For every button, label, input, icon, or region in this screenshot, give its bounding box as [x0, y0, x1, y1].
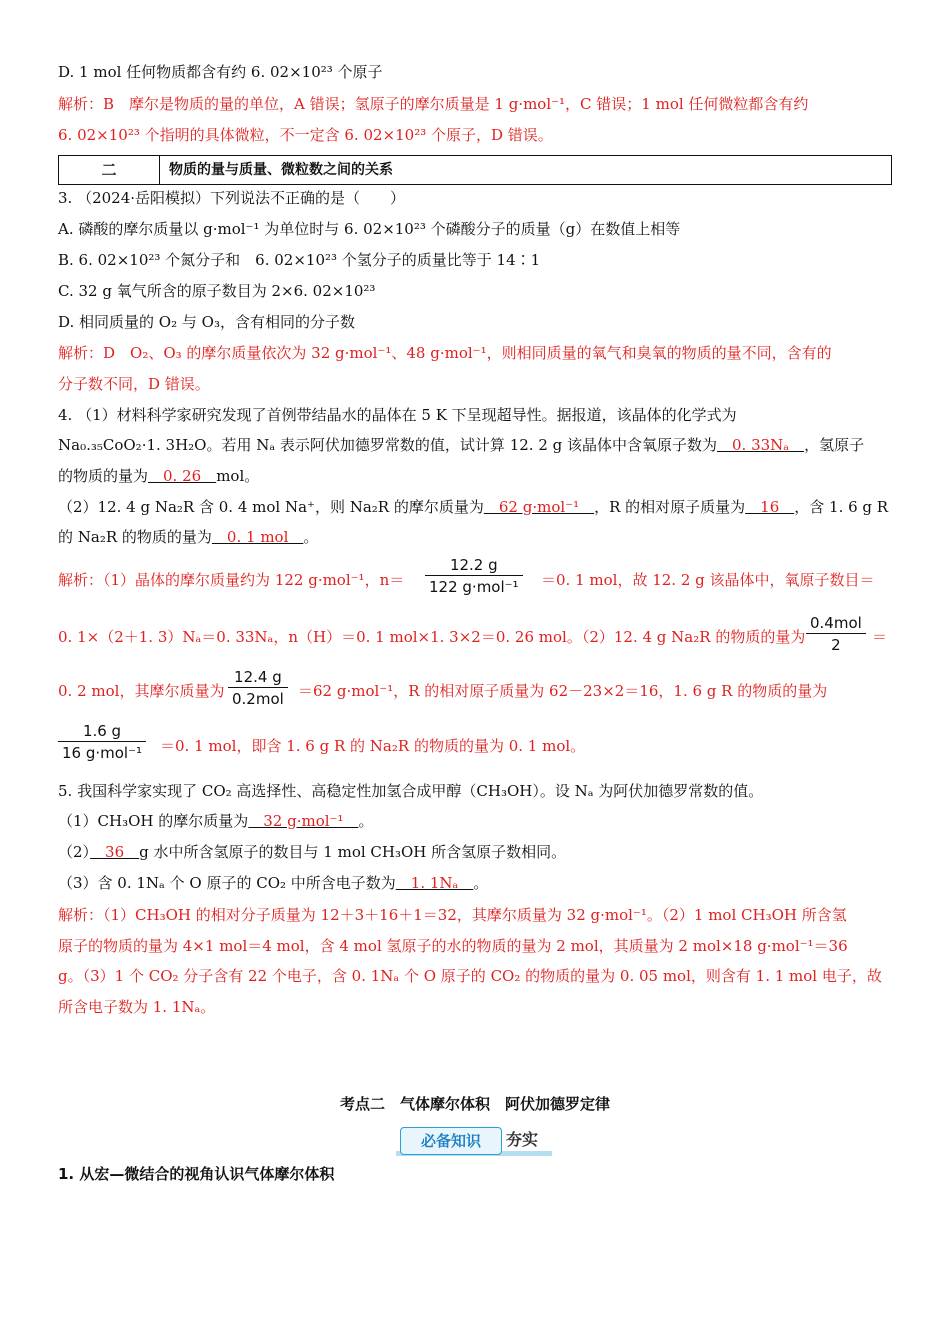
essential-knowledge-badge [400, 1127, 548, 1155]
q4-answer-oxygen-atoms: 0. 33Nₐ [717, 436, 805, 454]
q5-sub-1-tail: 。 [358, 812, 374, 830]
q5-answer-2: 36 [90, 843, 140, 861]
q5-sub-1-text: （1）CH₃OH 的摩尔质量为 [58, 812, 249, 830]
q5-analysis-line-2: 原子的物质的量为 4×1 mol＝4 mol，含 4 mol 氢原子的水的物质的量为 2 mol，其质量为 2 mol×18 g·mol⁻¹＝36 [58, 937, 848, 955]
fraction-1-denominator: 122 g·mol⁻¹ [425, 575, 523, 596]
q4-answer-molar-mass: 62 g·mol⁻¹ [483, 498, 595, 516]
q4-answer-hydrogen-mol: 0. 26 [148, 467, 217, 485]
q3-analysis-line-1: 解析：D O₂、O₃ 的摩尔质量依次为 32 g·mol⁻¹、48 g·mol⁻¹，则相同质量的氧气和臭氧的物质的量不同，含有的 [58, 344, 832, 362]
q4-line-2-text: Na₀.₃₅CoO₂·1. 3H₂O。若用 Nₐ 表示阿伏加德罗常数的值，试计算 12. 2 g 该晶体中含氧原子数为 [58, 436, 717, 454]
q3-stem: 3. （2024·岳阳模拟）下列说法不正确的是（ ） [58, 189, 406, 207]
q3-option-d: D. 相同质量的 O₂ 与 O₃，含有相同的分子数 [58, 313, 355, 331]
q3-option-c: C. 32 g 氧气所含的原子数目为 2×6. 02×10²³ [58, 282, 376, 300]
q5-analysis-line-4: 所含电子数为 1. 1Nₐ。 [58, 998, 216, 1016]
q5-sub-1 [58, 811, 374, 831]
q5-sub-2 [58, 842, 566, 862]
q4-analysis-line-3a: 0. 2 mol，其摩尔质量为 [58, 682, 225, 700]
q4-analysis-line-2a: 0. 1×（2＋1. 3）Nₐ＝0. 33Nₐ，n（H）＝0. 1 mol×1. 3×2＝0. 26 mol。（2）12. 4 g Na₂R 的物质的量为 [58, 628, 806, 646]
q4-line-4-text: （2）12. 4 g Na₂R 含 0. 4 mol Na⁺，则 Na₂R 的摩尔质量为 [58, 498, 484, 516]
q3-option-a: A. 磷酸的摩尔质量以 g·mol⁻¹ 为单位时与 6. 02×10²³ 个磷酸分子的质量（g）在数值上相等 [58, 220, 681, 238]
q4-answer-relative-mass: 16 [745, 498, 795, 516]
fraction-2-numerator: 0.4mol [810, 614, 862, 632]
q5-sub-3 [58, 873, 488, 893]
q4-analysis-line-3b: ＝62 g·mol⁻¹，R 的相对原子质量为 62－23×2＝16，1. 6 g R 的物质的量为 [298, 682, 828, 700]
fraction-1-numerator: 12.2 g [449, 556, 498, 574]
q5-answer-3: 1. 1Nₐ [395, 874, 474, 892]
fraction-4-numerator: 1.6 g [82, 722, 122, 740]
q3-analysis-line-2: 分子数不同，D 错误。 [58, 375, 210, 393]
kaodian-title: 考点二 气体摩尔体积 阿伏加德罗定律 [339, 1095, 610, 1113]
q4-line-1: 4. （1）材料科学家研究发现了首例带结晶水的晶体在 5 K 下呈现超导性。据报道，该晶体的化学式为 [58, 406, 737, 424]
q2-analysis-line-1: 解析：B 摩尔是物质的量的单位，A 错误；氢原子的摩尔质量是 1 g·mol⁻¹，C 错误；1 mol 任何微粒都含有约 [58, 95, 809, 113]
fraction-4 [58, 722, 146, 762]
badge-label: 必备知识 [400, 1127, 502, 1155]
q3-option-b: B. 6. 02×10²³ 个氮分子和 6. 02×10²³ 个氢分子的质量比等于 14∶1 [58, 251, 541, 269]
fraction-3-numerator: 12.4 g [234, 668, 282, 686]
section-title: 物质的量与质量、微粒数之间的关系 [169, 162, 393, 178]
badge-tail: 夯实 [506, 1130, 539, 1149]
q5-sub-3-text: （3）含 0. 1Nₐ 个 O 原子的 CO₂ 中所含电子数为 [58, 874, 396, 892]
q4-analysis-line-1a: 解析：（1）晶体的摩尔质量约为 122 g·mol⁻¹，n＝ [58, 571, 405, 589]
section-number: 二 [59, 156, 160, 184]
q4-line-4-tail: ，含 1. 6 g R [794, 498, 889, 516]
q4-line-4-mid: ，R 的相对原子质量为 [594, 498, 746, 516]
q4-line-3 [58, 466, 259, 486]
q4-line-2-tail: ，氢原子 [804, 436, 865, 454]
section-header-box [58, 155, 892, 185]
q4-line-5-tail: 。 [303, 528, 319, 546]
q4-line-4 [58, 497, 888, 517]
q4-line-3-text: 的物质的量为 [58, 467, 149, 485]
fraction-3 [228, 668, 288, 708]
fraction-2-denominator: 2 [806, 633, 866, 654]
q4-analysis-line-4b: ＝0. 1 mol，即含 1. 6 g R 的 Na₂R 的物质的量为 0. 1 mol。 [160, 737, 586, 755]
q5-sub-2-tail: g 水中所含氢原子的数目与 1 mol CH₃OH 所含氢原子数相同。 [139, 843, 567, 861]
q5-analysis-line-1: 解析：（1）CH₃OH 的相对分子质量为 12＋3＋16＋1＝32，其摩尔质量为 32 g·mol⁻¹。（2）1 mol CH₃OH 所含氢 [58, 906, 847, 924]
fraction-4-denominator: 16 g·mol⁻¹ [58, 741, 146, 762]
fraction-1 [425, 556, 523, 596]
q5-stem: 5. 我国科学家实现了 CO₂ 高选择性、高稳定性加氢合成甲醇（CH₃OH）。设 Nₐ 为阿伏加德罗常数的值。 [58, 782, 764, 800]
q5-sub-2-text: （2） [58, 843, 91, 861]
fraction-2 [806, 614, 866, 654]
q5-analysis-line-3: g。（3）1 个 CO₂ 分子含有 22 个电子，含 0. 1Nₐ 个 O 原子的 CO₂ 的物质的量为 0. 05 mol，则含有 1. 1 mol 电子，故 [58, 967, 882, 985]
q4-answer-amount: 0. 1 mol [211, 528, 304, 546]
q2-analysis-line-2: 6. 02×10²³ 个指明的具体微粒，不一定含 6. 02×10²³ 个原子，D 错误。 [58, 126, 553, 144]
q4-analysis-line-2b: ＝ [872, 628, 888, 646]
heading-1: 1. 从宏—微结合的视角认识气体摩尔体积 [58, 1165, 335, 1183]
q2-option-d: D. 1 mol 任何物质都含有约 6. 02×10²³ 个原子 [58, 63, 383, 81]
q5-sub-3-tail: 。 [473, 874, 489, 892]
q4-line-5 [58, 527, 318, 547]
fraction-3-denominator: 0.2mol [228, 687, 288, 708]
q4-line-3-tail: mol。 [216, 467, 260, 485]
q4-line-2 [58, 435, 864, 455]
q4-analysis-line-1b: ＝0. 1 mol，故 12. 2 g 该晶体中，氧原子数目＝ [541, 571, 875, 589]
q5-answer-1: 32 g·mol⁻¹ [248, 812, 359, 830]
q4-line-5-text: 的 Na₂R 的物质的量为 [58, 528, 212, 546]
